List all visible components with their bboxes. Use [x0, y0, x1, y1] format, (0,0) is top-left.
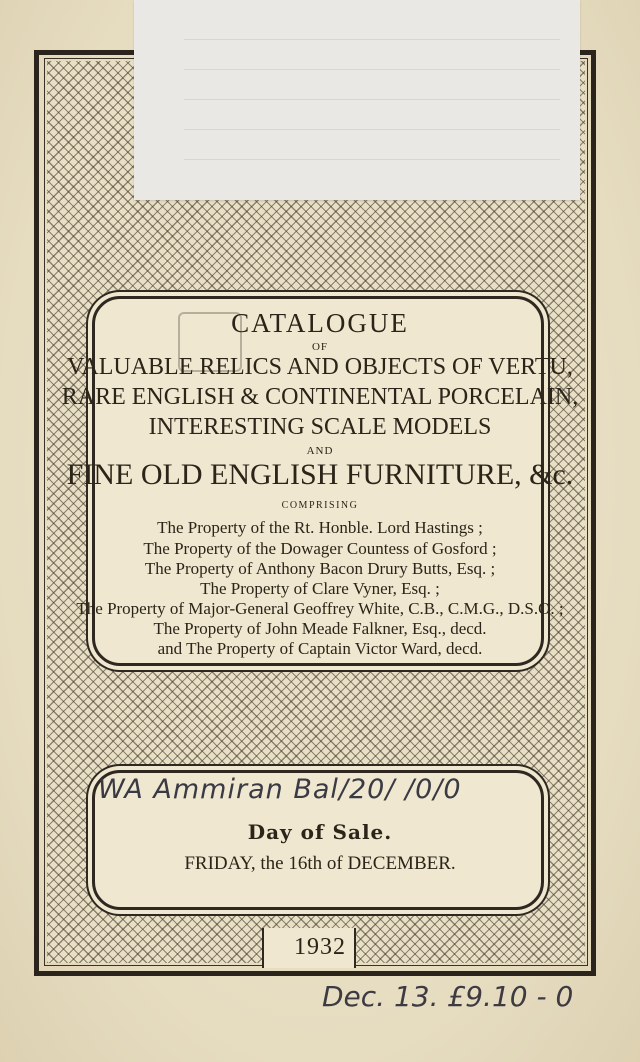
property-line: The Property of Major-General Geoffrey White, C.B., C.M.G., D.S.O. ;	[76, 599, 564, 618]
sale-year: 1932	[294, 934, 346, 960]
paper-label-sticker	[134, 0, 580, 200]
property-line: and The Property of Captain Victor Ward, decd.	[157, 639, 483, 658]
subject-line-1: VALUABLE RELICS AND OBJECTS OF VERTU,	[67, 354, 573, 380]
handwritten-annotation: WA Ammiran Bal/20/ /0/0	[98, 774, 462, 805]
of-label: OF	[311, 341, 329, 353]
comprising-label: COMPRISING	[281, 500, 359, 511]
subject-line-3: INTERESTING SCALE MODELS	[148, 414, 492, 440]
property-line: The Property of Clare Vyner, Esq. ;	[200, 579, 440, 598]
property-line: The Property of the Rt. Honble. Lord Hastings ;	[157, 518, 483, 537]
day-of-sale-heading: Day of Sale.	[247, 820, 393, 844]
and-label: AND	[306, 445, 334, 457]
sale-date: FRIDAY, the 16th of DECEMBER.	[184, 853, 456, 874]
furniture-heading: FINE OLD ENGLISH FURNITURE, &c.	[66, 458, 574, 491]
catalogue-title: CATALOGUE	[231, 308, 409, 338]
property-line: The Property of the Dowager Countess of Gosford ;	[143, 539, 497, 558]
handwritten-price-note: Dec. 13. £9.10 - 0	[322, 980, 574, 1013]
property-line: The Property of Anthony Bacon Drury Butts, Esq. ;	[144, 559, 496, 578]
subject-line-2: RARE ENGLISH & CONTINENTAL PORCELAIN,	[61, 384, 579, 410]
property-line: The Property of John Meade Falkner, Esq., decd.	[153, 619, 487, 638]
